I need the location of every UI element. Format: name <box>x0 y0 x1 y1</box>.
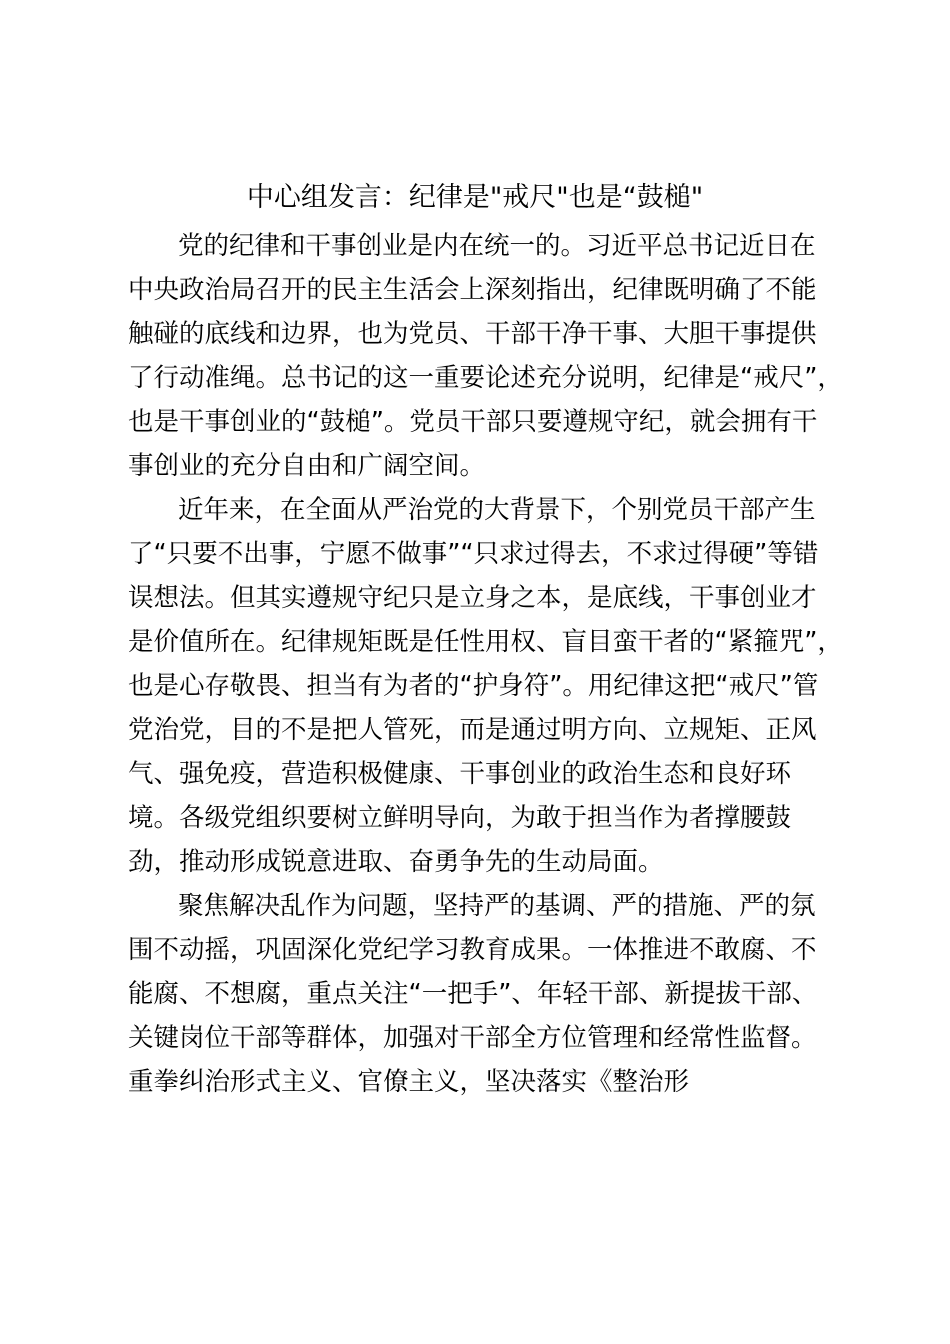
document-title: 中心组发言：纪律是"戒尺"也是“鼓槌" <box>246 182 704 213</box>
paragraph-line: 关键岗位干部等群体，加强对干部全方位管理和经常性监督。 <box>128 1023 817 1053</box>
paragraph-line: 也是心存敬畏、担当有为者的“护身符”。用纪律这把“戒尺”管 <box>128 671 819 701</box>
paragraph-line: 党治党，目的不是把人管死，而是通过明方向、立规矩、正风 <box>128 715 817 745</box>
paragraph-line: 能腐、不想腐，重点关注“一把手”、年轻干部、新提拔干部、 <box>128 979 818 1009</box>
paragraph-line: 中央政治局召开的民主生活会上深刻指出，纪律既明确了不能 <box>128 275 817 305</box>
paragraph-line: 党的纪律和干事创业是内在统一的。习近平总书记近日在 <box>178 231 816 261</box>
paragraph-1 <box>128 224 843 488</box>
paragraph-line: 也是干事创业的“鼓槌”。党员干部只要遵规守纪，就会拥有干 <box>128 407 818 437</box>
paragraph-line: 劲，推动形成锐意进取、奋勇争先的生动局面。 <box>128 847 664 877</box>
paragraph-line: 误想法。但其实遵规守纪只是立身之本，是底线，干事创业才 <box>128 583 817 613</box>
paragraph-line: 了“只要不出事，宁愿不做事”“只求过得去，不求过得硬”等错 <box>128 539 819 569</box>
paragraph-line: 重拳纠治形式主义、官僚主义，坚决落实《整治形 <box>128 1067 690 1097</box>
paragraph-line: 围不动摇，巩固深化党纪学习教育成果。一体推进不敢腐、不 <box>128 935 817 965</box>
paragraph-line: 是价值所在。纪律规矩既是任性用权、盲目蛮干者的“紧箍咒”， <box>128 627 843 657</box>
paragraph-line: 触碰的底线和边界，也为党员、干部干净干事、大胆干事提供 <box>128 319 817 349</box>
paragraph-line: 事创业的充分自由和广阔空间。 <box>128 451 486 481</box>
paragraph-3 <box>128 884 828 1104</box>
paragraph-line: 境。各级党组织要树立鲜明导向，为敢于担当作为者撑腰鼓 <box>128 803 792 833</box>
paragraph-line: 气、强免疫，营造积极健康、干事创业的政治生态和良好环 <box>128 759 792 789</box>
document-body <box>128 224 843 1104</box>
paragraph-line: 了行动准绳。总书记的这一重要论述充分说明，纪律是“戒尺”， <box>128 363 843 393</box>
paragraph-line: 近年来，在全面从严治党的大背景下，个别党员干部产生 <box>178 495 816 525</box>
paragraph-line: 聚焦解决乱作为问题，坚持严的基调、严的措施、严的氛 <box>178 891 816 921</box>
paragraph-2 <box>128 488 843 884</box>
